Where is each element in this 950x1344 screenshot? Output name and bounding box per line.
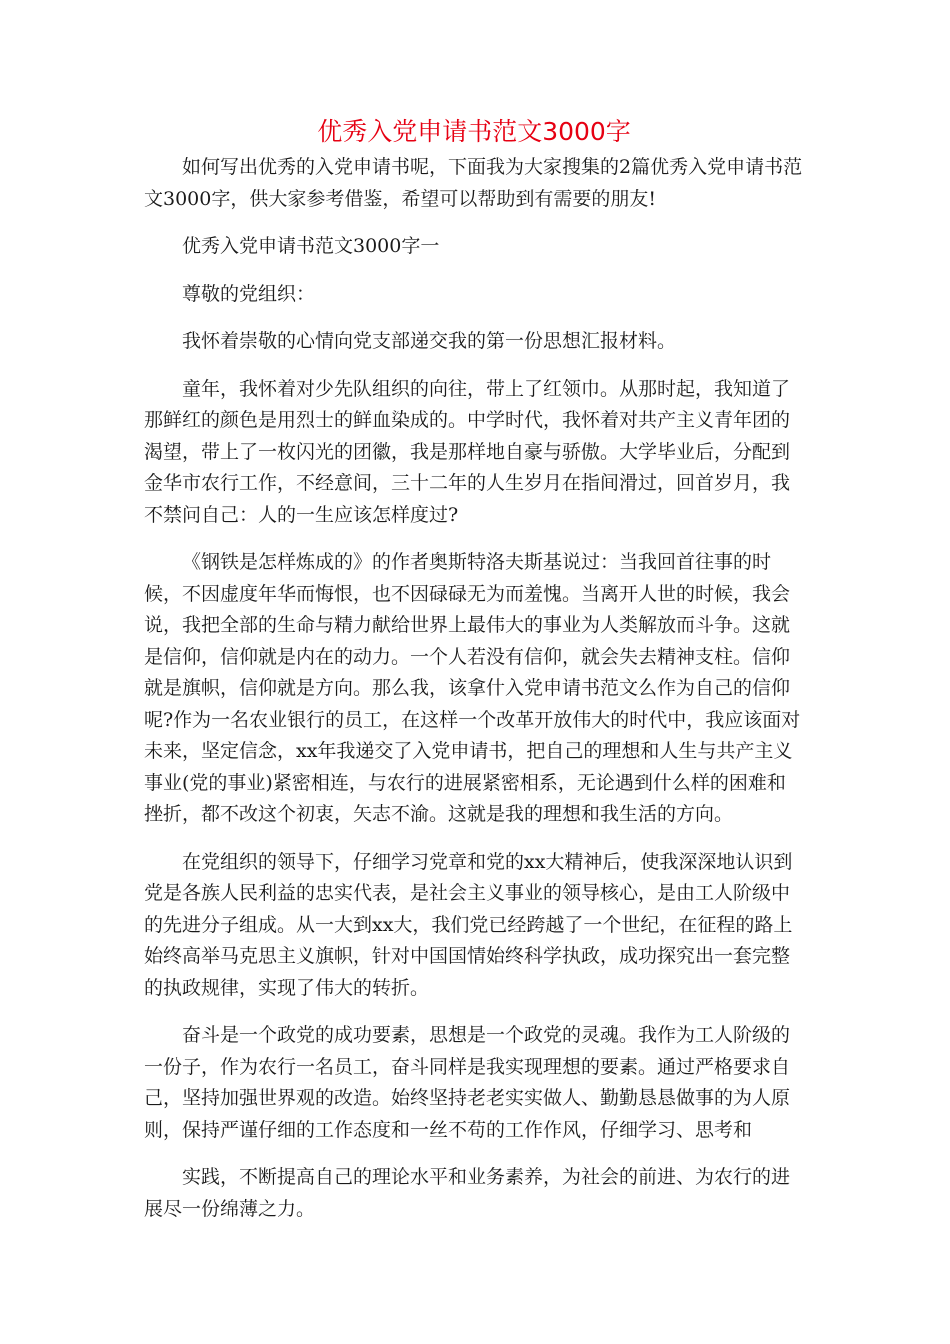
document-page <box>144 112 804 1225</box>
body-paragraph: 奋斗是一个政党的成功要素，思想是一个政党的灵魂。我作为工人阶级的一份子，作为农行一名员工，奋斗同样是我实现理想的要素。通过严格要求自己，坚持加强世界观的改造。始终坚持老老实实做人、勤勤恳恳做事的为人原则，保持严谨仔细的工作态度和一丝不苟的工作作风，仔细学习、思考和 <box>144 1024 791 1141</box>
body-paragraph: 我怀着崇敬的心情向党支部递交我的第一份思想汇报材料。 <box>182 330 677 352</box>
document-title: 优秀入党申请书范文3000字 <box>317 117 631 146</box>
section-heading: 优秀入党申请书范文3000字一 <box>182 235 440 257</box>
body-paragraph: 《钢铁是怎样炼成的》的作者奥斯特洛夫斯基说过：当我回首往事的时候，不因虚度年华而悔恨，也不因碌碌无为而羞愧。当离开人世的时候，我会说，我把全部的生命与精力献给世界上最伟大的事业为人类解放而斗争。这就是信仰，信仰就是内在的动力。一个人若没有信仰，就会失去精神支柱。信仰就是旗帜，信仰就是方向。那么我，该拿什入党申请书范文么作为自己的信仰呢?作为一名农业银行的员工，在这样一个改革开放伟大的时代中，我应该面对未来，坚定信念，xx年我递交了入党申请书，把自己的理想和人生与共产主义事业(党的事业)紧密相连，与农行的进展紧密相系，无论遇到什么样的困难和挫折，都不改这个初衷，矢志不渝。这就是我的理想和我生活的方向。 <box>144 551 801 825</box>
body-paragraph: 在党组织的领导下，仔细学习党章和党的xx大精神后，使我深深地认识到党是各族人民利益的忠实代表，是社会主义事业的领导核心，是由工人阶级中的先进分子组成。从一大到xx大，我们党已经跨越了一个世纪，在征程的路上始终高举马克思主义旗帜，针对中国国情始终科学执政，成功探究出一套完整的执政规律，实现了伟大的转折。 <box>144 850 793 999</box>
body-paragraph: 童年，我怀着对少先队组织的向往，带上了红领巾。从那时起，我知道了那鲜红的颜色是用烈士的鲜血染成的。中学时代，我怀着对共产主义青年团的渴望，带上了一枚闪光的团徽，我是那样地自豪与骄傲。大学毕业后，分配到金华市农行工作，不经意间，三十二年的人生岁月在指间滑过，回首岁月，我不禁问自己：人的一生应该怎样度过? <box>144 377 791 526</box>
body-paragraph: 实践，不断提高自己的理论水平和业务素养，为社会的前进、为农行的进展尽一份绵薄之力。 <box>144 1166 791 1220</box>
salutation: 尊敬的党组织： <box>182 282 316 305</box>
intro-paragraph: 如何写出优秀的入党申请书呢，下面我为大家搜集的2篇优秀入党申请书范文3000字，供大家参考借鉴，希望可以帮助到有需要的朋友! <box>144 156 803 210</box>
